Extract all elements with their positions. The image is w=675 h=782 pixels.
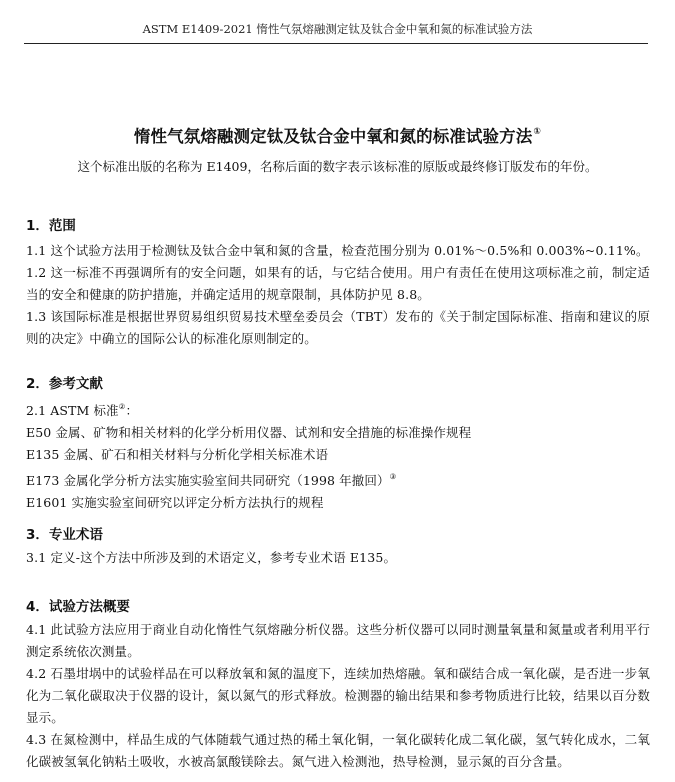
header-divider: [24, 43, 648, 44]
reference-item-text: E173 金属化学分析方法实施实验室间共同研究（1998 年撤回）: [26, 473, 390, 488]
section-heading: 4．试验方法概要: [26, 599, 130, 615]
section-heading: 2．参考文献: [26, 376, 103, 392]
reference-item: E135 金属、矿石和相关材料与分析化学相关标准术语: [26, 447, 329, 462]
reference-item: E50 金属、矿物和相关材料的化学分析用仪器、试剂和安全措施的标准操作规程: [26, 425, 472, 440]
section-heading: 3．专业术语: [26, 527, 103, 543]
clause-1-2: 1.2 这一标准不再强调所有的安全问题，如果有的话，与它结合使用。用户有责任在使用这项标准之前，制定适当的安全和健康的防护措施，并确定适用的规章限制，具体防护见 8.8。: [26, 265, 650, 302]
section-references: [26, 373, 650, 514]
document-title: [0, 121, 675, 148]
section-heading: 1．范围: [26, 218, 76, 234]
reference-item: [26, 466, 650, 492]
clause-2-1: [26, 396, 650, 422]
clause-3-1: 3.1 定义-这个方法中所涉及到的术语定义，参考专业术语 E135。: [26, 550, 397, 565]
clause-2-1-colon: ：: [125, 403, 139, 418]
clause-1-1: 1.1 这个试验方法用于检测钛及钛合金中氧和氮的含量，检查范围分别为 0.01%～0.5%和 0.003%~0.11%。: [26, 243, 649, 258]
clause-4-2: 4.2 石墨坩埚中的试验样品在可以释放氧和氮的温度下，连续加热熔融。氧和碳结合成一氧化碳，是否进一步氧化为二氧化碳取决于仪器的设计，氮以氮气的形式释放。检测器的输出结果和参考物质进行比较，结果以百分数显示。: [26, 666, 650, 725]
document-subtitle: 这个标准出版的名称为 E1409，名称后面的数字表示该标准的原版或最终修订版发布的年份。: [77, 159, 598, 174]
section-terminology: [26, 524, 650, 569]
footnote-mark: ②: [118, 402, 126, 411]
section-summary: [26, 596, 650, 773]
clause-1-3: 1.3 该国际标准是根据世界贸易组织贸易技术壁垒委员会（TBT）发布的《关于制定国际标准、指南和建议的原则的决定》中确立的国际公认的标准化原则制定的。: [26, 309, 650, 346]
section-scope: [26, 215, 650, 350]
document-title-text: 惰性气氛熔融测定钛及钛合金中氧和氮的标准试验方法: [133, 127, 533, 146]
clause-2-1-text: 2.1 ASTM 标准: [26, 403, 119, 418]
clause-4-3: 4.3 在氮检测中，样品生成的气体随载气通过热的稀土氧化铜，一氧化碳转化成二氧化碳，氢气转化成水，二氧化碳被氢氧化钠粘土吸收，水被高氯酸镁除去。氮气进入检测池，热导检测，显示氮的百分含量。: [26, 732, 650, 769]
running-header: ASTM E1409-2021 惰性气氛熔融测定钛及钛合金中氧和氮的标准试验方法: [142, 22, 533, 36]
reference-item: E1601 实施实验室间研究以评定分析方法执行的规程: [26, 495, 324, 510]
clause-4-1: 4.1 此试验方法应用于商业自动化惰性气氛熔融分析仪器。这些分析仪器可以同时测量氧量和氮量或者利用平行测定系统依次测量。: [26, 622, 650, 659]
footnote-mark: ③: [389, 472, 397, 481]
title-footnote-mark: ①: [533, 127, 542, 137]
